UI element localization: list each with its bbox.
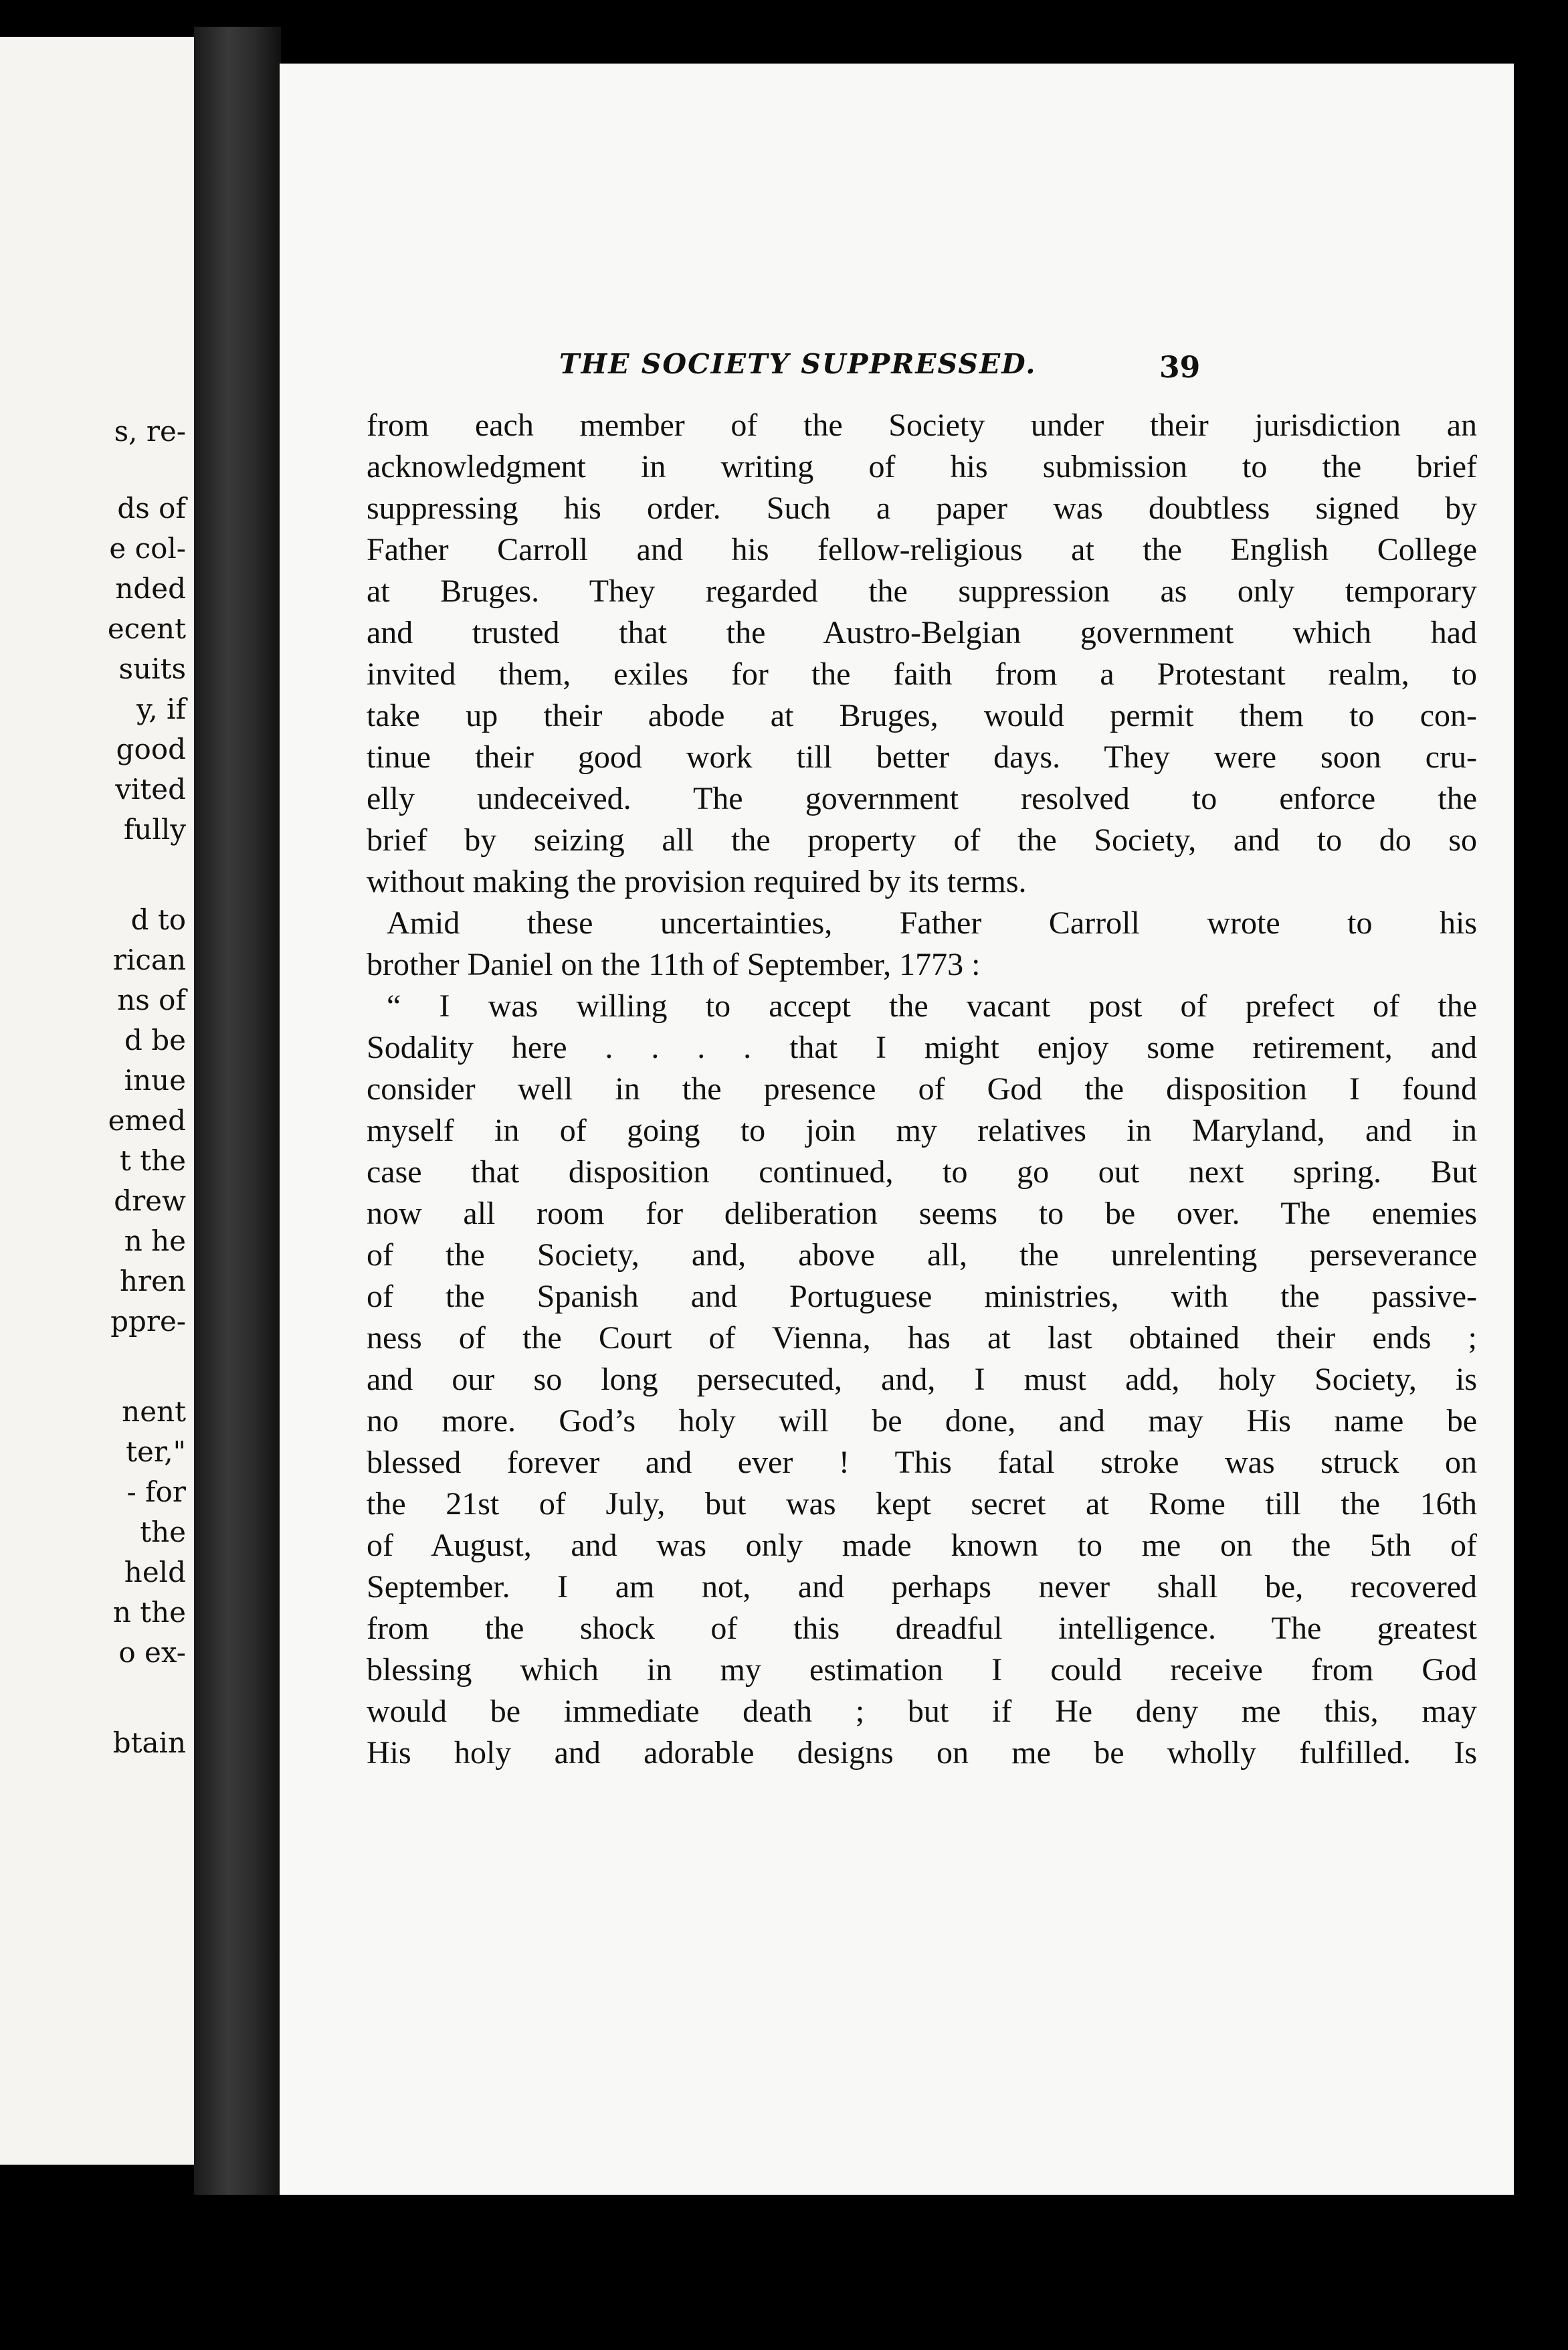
left-fragment: o ex- bbox=[118, 1636, 186, 1669]
left-fragment: rican bbox=[112, 943, 186, 976]
text-line: would be immediate death ; but if He deny me this, may bbox=[367, 1694, 1477, 1729]
text-line: now all room for deliberation seems to be over. The enemies bbox=[367, 1196, 1477, 1231]
running-title: THE SOCIETY SUPPRESSED. bbox=[559, 348, 1037, 380]
text-line: and our so long persecuted, and, I must add, holy Society, is bbox=[367, 1362, 1477, 1397]
left-fragment: vited bbox=[115, 773, 186, 806]
left-fragment: good bbox=[116, 733, 186, 765]
page-number: 39 bbox=[1159, 351, 1201, 385]
text-line: the 21st of July, but was kept secret at Rome till the 16th bbox=[367, 1486, 1477, 1522]
left-fragment: fully bbox=[123, 813, 186, 846]
text-line: Amid these uncertainties, Father Carroll wrote to his bbox=[387, 905, 1477, 941]
text-line: brother Daniel on the 11th of September, 1773 : bbox=[367, 947, 981, 982]
text-line: from the shock of this dreadful intelligence. The greatest bbox=[367, 1611, 1477, 1646]
left-fragment: the bbox=[140, 1516, 186, 1548]
text-line: acknowledgment in writing of his submission to the brief bbox=[367, 449, 1477, 484]
running-head bbox=[280, 348, 1514, 395]
left-fragment: btain bbox=[112, 1726, 186, 1759]
left-page bbox=[0, 37, 194, 2165]
text-line: Sodality here . . . . that I might enjoy some retirement, and bbox=[367, 1030, 1477, 1065]
left-fragment: hren bbox=[119, 1265, 186, 1297]
text-line: myself in of going to join my relatives in Maryland, and in bbox=[367, 1113, 1477, 1148]
text-line: no more. God’s holy will be done, and may His name be bbox=[367, 1403, 1477, 1439]
left-fragment: d to bbox=[130, 903, 186, 936]
book-gutter-shadow bbox=[194, 27, 281, 2195]
left-fragment: n the bbox=[112, 1596, 186, 1629]
left-fragment: ds of bbox=[117, 492, 186, 525]
left-fragment: ppre- bbox=[110, 1305, 186, 1338]
left-page-text-fragments bbox=[0, 37, 194, 2165]
left-fragment: d be bbox=[124, 1024, 186, 1057]
text-line: September. I am not, and perhaps never shall be, recovered bbox=[367, 1569, 1477, 1605]
left-fragment: ns of bbox=[117, 984, 186, 1016]
left-fragment: e col- bbox=[109, 532, 186, 565]
text-line: without making the provision required by its terms. bbox=[367, 864, 1027, 899]
left-fragment: s, re- bbox=[114, 415, 186, 448]
text-line: invited them, exiles for the faith from a Protestant realm, to bbox=[367, 656, 1477, 692]
left-fragment: held bbox=[124, 1556, 186, 1589]
text-line: Father Carroll and his fellow-religious at the English College bbox=[367, 532, 1477, 567]
left-fragment: n he bbox=[124, 1225, 186, 1257]
text-line: and trusted that the Austro-Belgian government which had bbox=[367, 615, 1477, 650]
left-fragment: suits bbox=[118, 652, 186, 685]
left-fragment: - for bbox=[126, 1475, 186, 1508]
text-line: His holy and adorable designs on me be wholly fulfilled. Is bbox=[367, 1735, 1477, 1771]
right-page bbox=[280, 64, 1514, 2195]
text-line: consider well in the presence of God the disposition I found bbox=[367, 1071, 1477, 1107]
text-line: suppressing his order. Such a paper was doubtless signed by bbox=[367, 490, 1477, 526]
left-fragment: t the bbox=[119, 1144, 186, 1177]
text-line: tinue their good work till better days. They were soon cru- bbox=[367, 739, 1477, 775]
text-line: at Bruges. They regarded the suppression as only temporary bbox=[367, 573, 1477, 609]
text-line: of the Spanish and Portuguese ministries, with the passive- bbox=[367, 1279, 1477, 1314]
left-fragment: ter," bbox=[126, 1435, 186, 1468]
left-fragment: nded bbox=[115, 572, 186, 605]
text-line: blessed forever and ever ! This fatal stroke was struck on bbox=[367, 1445, 1477, 1480]
text-line: of the Society, and, above all, the unrelenting perseverance bbox=[367, 1237, 1477, 1273]
text-line: case that disposition continued, to go out next spring. But bbox=[367, 1154, 1477, 1190]
text-line: of August, and was only made known to me on the 5th of bbox=[367, 1528, 1477, 1563]
text-line: elly undeceived. The government resolved to enforce the bbox=[367, 781, 1477, 816]
left-fragment: drew bbox=[114, 1184, 186, 1217]
left-fragment: inue bbox=[124, 1064, 186, 1097]
text-line: blessing which in my estimation I could receive from God bbox=[367, 1652, 1477, 1688]
left-fragment: nent bbox=[122, 1395, 186, 1428]
text-line: take up their abode at Bruges, would permit them to con- bbox=[367, 698, 1477, 733]
left-fragment: ecent bbox=[107, 612, 186, 645]
text-line: “ I was willing to accept the vacant post of prefect of the bbox=[387, 988, 1477, 1024]
body-text bbox=[367, 405, 1477, 1774]
left-fragment: y, if bbox=[136, 693, 186, 725]
text-line: ness of the Court of Vienna, has at last obtained their ends ; bbox=[367, 1320, 1477, 1356]
text-line: brief by seizing all the property of the Society, and to do so bbox=[367, 822, 1477, 858]
left-fragment: emed bbox=[108, 1104, 186, 1137]
text-line: from each member of the Society under their jurisdiction an bbox=[367, 408, 1477, 443]
